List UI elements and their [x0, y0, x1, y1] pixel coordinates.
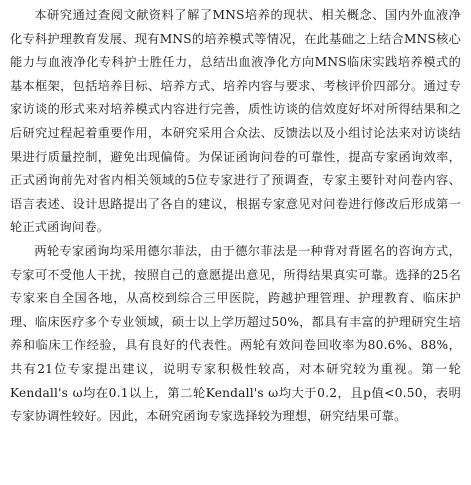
paragraph-2: 两轮专家函询均采用德尔菲法，由于德尔菲法是一种背对背匿名的咨询方式，专家可不受他人干扰，按照自己的意愿提出意见，所得结果真实可靠。选择的25名专家来自全国各地，从高校到综合三甲医院，跨越护理管理、护理教育、临床护理、临床医疗多个专业领域，硕士以上学历超过50%，都具有丰富的护理研究生培养和临床工作经验，具有良好的代表性。两轮有效问卷回收率为80.6%、88%，共有21位专家提出建议，说明专家积极性较高，对本研究较为重视。第一轮Kendall's ω均在0.1以上，第二轮Kendall's ω均大于0.2，且p值<0.50，表明专家协调性较好。因此，本研究函询专家选择较为理想，研究结果可靠。	[10, 243, 461, 424]
paragraph-1: 本研究通过查阅文献资料了解了MNS培养的现状、相关概念、国内外血液净化专科护理教育发展、现有MNS的培养模式等情况，在此基础之上结合MNS核心能力与血液净化专科护士胜任力，总结出血液净化方向MNS临床实践培养模式的基本框架，包括培养目标、培养方式、培养内容与要求、考核评价四部分。通过专家访谈的形式来对培养模式内容进行完善，质性访谈的信效度好坏对所得结果和之后研究过程起着重要作用，本研究采用合众法、反馈法以及小组讨论法来对访谈结果进行质量控制，避免出现偏倚。为保证函询问卷的可靠性，提高专家函询效率，正式函询前先对省内相关领域的5位专家进行了预调查，专家主要针对问卷内容、语言表述、设计思路提出了各自的建议，根据专家意见对问卷进行修改后形成第一轮正式函询问卷。	[10, 8, 461, 235]
